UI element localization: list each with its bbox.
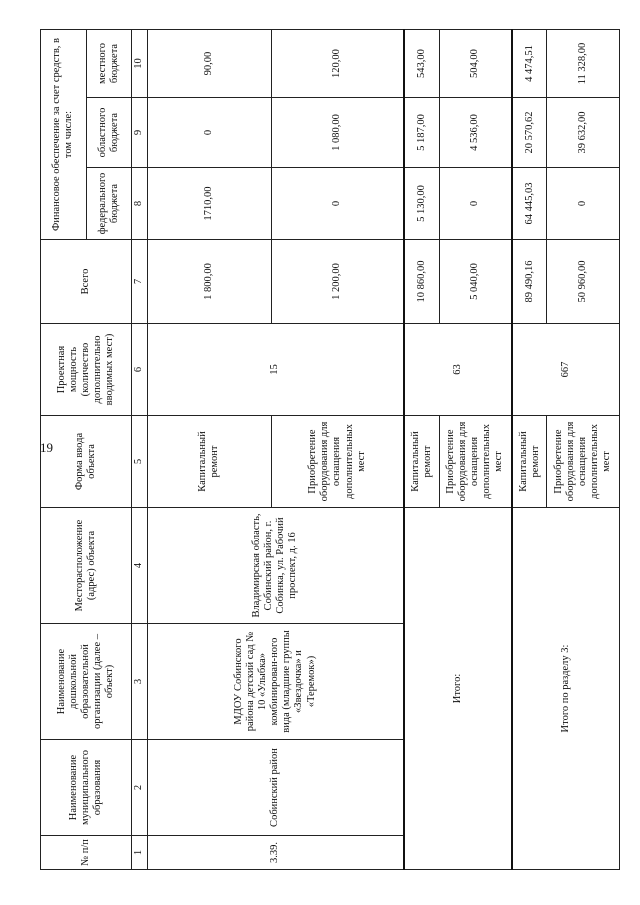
federal-cell: 0 <box>547 168 620 240</box>
regional-cell: 20 570,62 <box>512 98 547 168</box>
federal-cell: 0 <box>439 168 511 240</box>
financing-table-rotated <box>40 30 620 870</box>
total-cell: 50 960,00 <box>547 240 620 324</box>
col-number: 9 <box>132 98 148 168</box>
form-cell: Приобретение оборудования для оснащения дополнительных мест <box>547 416 620 508</box>
local-cell: 90,00 <box>147 30 271 98</box>
total-cell: 1 200,00 <box>271 240 404 324</box>
table-row <box>404 30 439 870</box>
federal-cell: 5 130,00 <box>404 168 439 240</box>
municipality-name: Собинский район <box>147 740 404 836</box>
regional-cell: 39 632,00 <box>547 98 620 168</box>
col-number: 8 <box>132 168 148 240</box>
federal-cell: 64 445,03 <box>512 168 547 240</box>
local-cell: 120,00 <box>271 30 404 98</box>
col-number: 3 <box>132 624 148 740</box>
page-number: 19 <box>40 440 53 455</box>
header-municipality: Наименование муниципального образования <box>41 740 132 836</box>
capacity-cell: 63 <box>404 324 512 416</box>
federal-cell: 1710,00 <box>147 168 271 240</box>
header-num: № п/п <box>41 836 132 870</box>
form-cell: Капитальный ремонт <box>147 416 271 508</box>
total-cell: 89 490,16 <box>512 240 547 324</box>
regional-cell: 1 080,00 <box>271 98 404 168</box>
header-location: Месторасположение (адрес) объекта <box>41 508 132 624</box>
local-cell: 504,00 <box>439 30 511 98</box>
header-total: Всего <box>41 240 132 324</box>
header-financing: Финансовое обеспечение за счет средств, в том числе: <box>41 30 87 240</box>
regional-cell: 5 187,00 <box>404 98 439 168</box>
capacity-cell: 15 <box>147 324 404 416</box>
regional-cell: 0 <box>147 98 271 168</box>
col-number: 1 <box>132 836 148 870</box>
capacity-cell: 667 <box>512 324 620 416</box>
itogo-label: Итого: <box>404 508 512 870</box>
table-row <box>512 30 547 870</box>
organization-name: МДОУ Собинского района детский сад № 10 «Улыбка» комбинирован-ного вида (младшие группы «Звездочка» и «Теремок») <box>147 624 404 740</box>
local-cell: 543,00 <box>404 30 439 98</box>
local-cell: 4 474,51 <box>512 30 547 98</box>
financing-table <box>40 29 620 870</box>
form-cell: Приобретение оборудования для оснащения дополнительных мест <box>439 416 511 508</box>
regional-cell: 4 536,00 <box>439 98 511 168</box>
form-cell: Капитальный ремонт <box>404 416 439 508</box>
row-number: 3.39. <box>147 836 404 870</box>
object-location: Владимирская область, Собинский район, г. Собинка, ул. Рабочий проспект, д. 16 <box>147 508 404 624</box>
col-number: 2 <box>132 740 148 836</box>
header-regional: областного бюджета <box>86 98 132 168</box>
form-cell: Приобретение оборудования для оснащения дополнительных мест <box>271 416 404 508</box>
col-number: 6 <box>132 324 148 416</box>
total-cell: 10 860,00 <box>404 240 439 324</box>
header-form: Форма ввода объекта <box>41 416 132 508</box>
col-number: 4 <box>132 508 148 624</box>
total-cell: 1 800,00 <box>147 240 271 324</box>
table-row <box>147 30 271 870</box>
header-federal: федерального бюджета <box>86 168 132 240</box>
header-organization: Наименование дошкольной образовательной организации (далее – объект) <box>41 624 132 740</box>
local-cell: 11 328,00 <box>547 30 620 98</box>
section-total-label: Итого по разделу 3: <box>512 508 620 870</box>
federal-cell: 0 <box>271 168 404 240</box>
header-local: местного бюджета <box>86 30 132 98</box>
form-cell: Капитальный ремонт <box>512 416 547 508</box>
col-number: 5 <box>132 416 148 508</box>
total-cell: 5 040,00 <box>439 240 511 324</box>
col-number: 7 <box>132 240 148 324</box>
header-capacity: Проектная мощность (количество дополнительно вводимых мест) <box>41 324 132 416</box>
col-number: 10 <box>132 30 148 98</box>
